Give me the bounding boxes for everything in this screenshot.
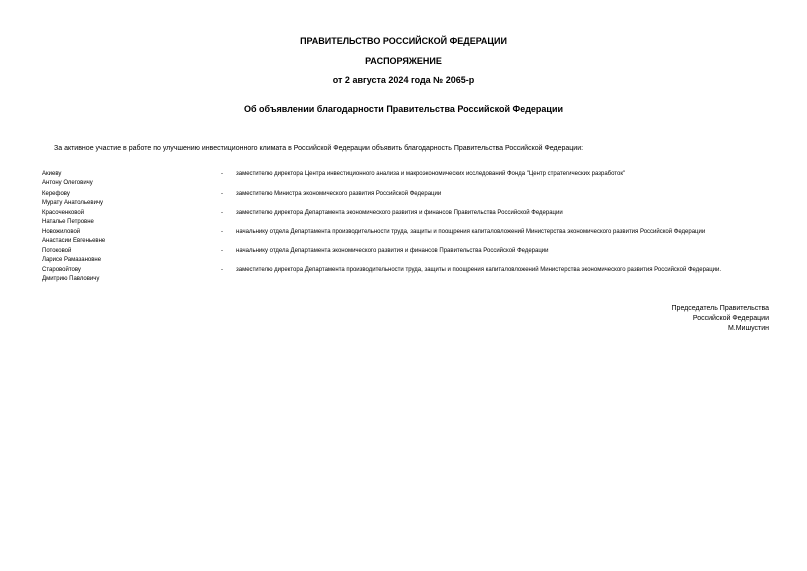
government-header: ПРАВИТЕЛЬСТВО РОССИЙСКОЙ ФЕДЕРАЦИИ bbox=[300, 36, 507, 46]
recipient-position: заместителю директора Департамента экономического развития и финансов Правительства Российской Федерации bbox=[236, 210, 563, 216]
recipient-given-name: Антону Олеговичу bbox=[42, 180, 93, 186]
document-type: РАСПОРЯЖЕНИЕ bbox=[365, 56, 442, 66]
recipient-given-name: Анастасии Евгеньевне bbox=[42, 238, 106, 244]
recipient-row bbox=[42, 228, 772, 247]
recipient-row bbox=[42, 209, 772, 228]
recipient-surname: Новожиловой bbox=[42, 229, 81, 235]
recipient-position: заместителю Министра экономического развития Российской Федерации bbox=[236, 191, 442, 197]
dash-separator: - bbox=[221, 267, 223, 273]
dash-separator: - bbox=[221, 210, 223, 216]
dash-separator: - bbox=[221, 171, 223, 177]
recipient-position: заместителю директора Департамента производительности труда, защиты и поощрения капиталовложений Министерства экономического развития Российской Федерации. bbox=[236, 267, 722, 273]
recipient-given-name: Дмитрию Павловичу bbox=[42, 276, 100, 282]
dash-separator: - bbox=[221, 229, 223, 235]
signature-block bbox=[672, 304, 769, 334]
dash-separator: - bbox=[221, 191, 223, 197]
recipient-row bbox=[42, 247, 772, 266]
recipient-position: начальнику отдела Департамента производительности труда, защиты и поощрения капиталовложений Министерства экономического развития Российской Федерации bbox=[236, 229, 706, 235]
recipient-row bbox=[42, 190, 772, 209]
recipient-given-name: Ларисе Рамазановне bbox=[42, 257, 102, 263]
document-date-number: от 2 августа 2024 года № 2065-р bbox=[332, 75, 475, 85]
recipient-row bbox=[42, 170, 772, 190]
recipient-surname: Красоченковой bbox=[42, 210, 85, 216]
recipient-surname: Керефову bbox=[42, 191, 70, 197]
recipient-surname: Потоковой bbox=[42, 248, 72, 254]
signatory-title-line-2: Российской Федерации bbox=[692, 315, 769, 322]
document-title: Об объявлении благодарности Правительства Российской Федерации bbox=[243, 104, 564, 114]
recipients-list bbox=[42, 170, 772, 286]
signatory-title-line-1: Председатель Правительства bbox=[671, 305, 769, 312]
recipient-given-name: Наталье Петровне bbox=[42, 219, 94, 225]
intro-paragraph: За активное участие в работе по улучшению инвестиционного климата в Российской Федерации объявить благодарность Правительства Российской Федерации: bbox=[54, 145, 584, 152]
recipient-name bbox=[42, 247, 212, 265]
recipient-row bbox=[42, 266, 772, 286]
dash-separator: - bbox=[221, 248, 223, 254]
signatory-name: М.Мишустин bbox=[727, 325, 769, 332]
recipient-given-name: Мурату Анатольевичу bbox=[42, 200, 104, 206]
recipient-name bbox=[42, 209, 212, 227]
recipient-surname: Акиеву bbox=[42, 171, 62, 177]
recipient-name bbox=[42, 170, 212, 188]
recipient-name bbox=[42, 266, 212, 284]
recipient-position: начальнику отдела Департамента экономического развития и финансов Правительства Российской Федерации bbox=[236, 248, 549, 254]
recipient-name bbox=[42, 190, 212, 208]
recipient-name bbox=[42, 228, 212, 246]
recipient-surname: Старовойтову bbox=[42, 267, 81, 273]
recipient-position: заместителю директора Центра инвестиционного анализа и макроэкономических исследований Фонда "Центр стратегических разработок" bbox=[236, 171, 626, 177]
